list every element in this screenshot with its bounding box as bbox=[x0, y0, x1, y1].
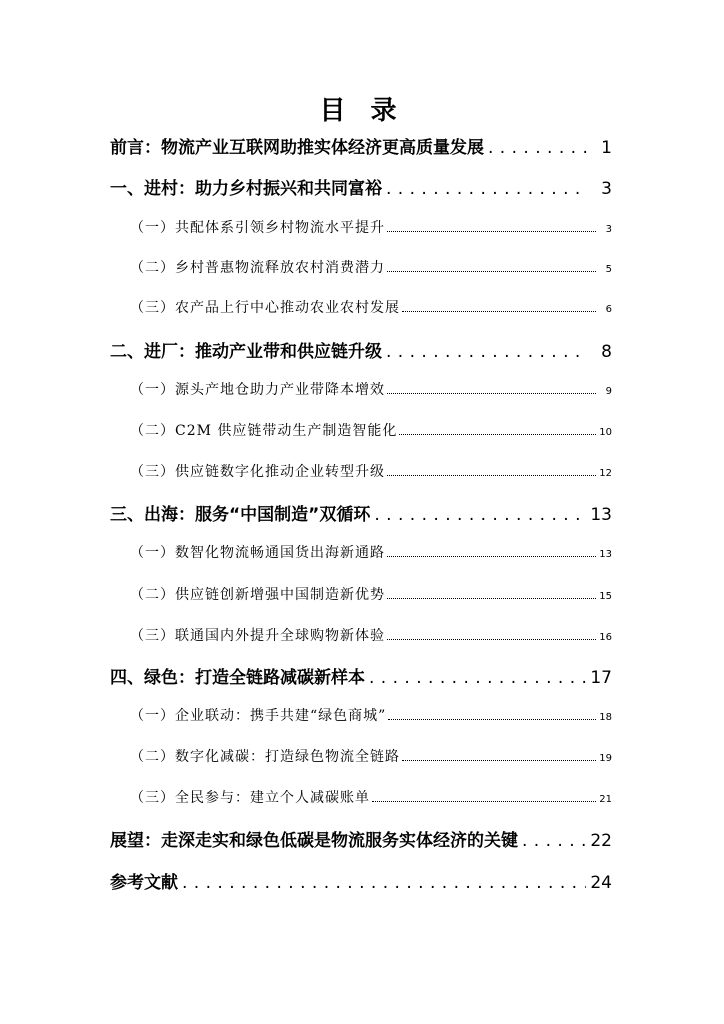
toc-entry-chapter-4[interactable] bbox=[0, 663, 724, 688]
toc-entry-label: 参考文献 bbox=[110, 873, 178, 893]
toc-entry-section[interactable] bbox=[0, 379, 724, 399]
toc-entry-section[interactable] bbox=[0, 257, 724, 277]
toc-page-number: 1 bbox=[601, 138, 612, 158]
toc-page-number: 3 bbox=[605, 224, 612, 235]
toc-leader-dots bbox=[387, 555, 596, 557]
toc-entry-label: 前言：物流产业互联网助推实体经济更高质量发展 bbox=[110, 138, 484, 158]
toc-entry-chapter-1[interactable] bbox=[0, 174, 724, 199]
page-title: 目 录 bbox=[319, 96, 405, 126]
toc-page-number: 22 bbox=[590, 831, 612, 851]
toc-entry-chapter-3[interactable] bbox=[0, 500, 724, 525]
toc-entry-section[interactable] bbox=[0, 217, 724, 237]
toc-leader-dots bbox=[402, 310, 596, 312]
toc-page-number: 3 bbox=[601, 179, 612, 199]
toc-entry-label: 三、出海：服务“中国制造”双循环 bbox=[110, 505, 371, 525]
toc-entry-label: （二）C2M 供应链带动生产制造智能化 bbox=[130, 423, 398, 439]
toc-entry-label: （一）数智化物流畅通国货出海新通路 bbox=[130, 545, 385, 561]
toc-page-number: 24 bbox=[590, 873, 612, 893]
toc-leader-dots bbox=[388, 718, 596, 720]
toc-entry-label: （一）源头产地仓助力产业带降本增效 bbox=[130, 382, 385, 398]
toc-page-number: 15 bbox=[599, 591, 612, 602]
toc-entry-section[interactable] bbox=[0, 461, 724, 481]
toc-page-number: 17 bbox=[590, 668, 612, 688]
toc-leader-dots bbox=[387, 638, 596, 640]
toc-page-number: 18 bbox=[599, 712, 612, 723]
toc-entry-section[interactable] bbox=[0, 584, 724, 604]
toc-entry-label: （三）农产品上行中心推动农业农村发展 bbox=[130, 300, 400, 316]
toc-entry-section[interactable] bbox=[0, 787, 724, 807]
toc-leader-dots bbox=[387, 597, 596, 599]
toc-entry-section[interactable] bbox=[0, 297, 724, 317]
toc-entry-label: （二）乡村普惠物流释放农村消费潜力 bbox=[130, 260, 385, 276]
toc-page-number: 10 bbox=[599, 427, 612, 438]
toc-leader-dots bbox=[402, 759, 596, 761]
toc-entry-chapter-2[interactable] bbox=[0, 337, 724, 362]
toc-leader-dots bbox=[374, 505, 586, 525]
toc-entry-outlook[interactable] bbox=[0, 826, 724, 851]
toc-leader-dots bbox=[399, 433, 596, 435]
toc-page-number: 13 bbox=[590, 505, 612, 525]
toc-entry-label: （三）供应链数字化推动企业转型升级 bbox=[130, 464, 385, 480]
toc-leader-dots bbox=[372, 800, 596, 802]
toc-entry-label: 四、绿色：打造全链路减碳新样本 bbox=[110, 668, 365, 688]
toc-leader-dots bbox=[386, 342, 588, 362]
toc-entry-label: （二）数字化减碳：打造绿色物流全链路 bbox=[130, 749, 400, 765]
toc-leader-dots bbox=[387, 392, 596, 394]
toc-entry-label: （一）企业联动：携手共建“绿色商城” bbox=[130, 708, 387, 724]
toc-leader-dots bbox=[488, 138, 588, 158]
toc-entry-section[interactable] bbox=[0, 420, 724, 440]
toc-leader-dots bbox=[522, 831, 586, 851]
toc-entry-label: （三）全民参与：建立个人减碳账单 bbox=[130, 790, 370, 806]
toc-leader-dots bbox=[369, 668, 586, 688]
toc-leader-dots bbox=[387, 230, 596, 232]
toc-entry-section[interactable] bbox=[0, 746, 724, 766]
toc-page-number: 21 bbox=[599, 794, 612, 805]
toc-entry-label: （三）联通国内外提升全球购物新体验 bbox=[130, 628, 385, 644]
toc-page-number: 12 bbox=[599, 468, 612, 479]
toc-page-number: 9 bbox=[605, 386, 612, 397]
toc-entry-section[interactable] bbox=[0, 542, 724, 562]
toc-entry-label: 一、进村：助力乡村振兴和共同富裕 bbox=[110, 179, 382, 199]
toc-page-number: 6 bbox=[605, 304, 612, 315]
toc-page-number: 5 bbox=[605, 264, 612, 275]
toc-leader-dots bbox=[387, 474, 596, 476]
toc-entry-section[interactable] bbox=[0, 625, 724, 645]
toc-leader-dots bbox=[182, 873, 586, 893]
toc-entry-preface[interactable] bbox=[0, 133, 724, 158]
toc-entry-label: （二）供应链创新增强中国制造新优势 bbox=[130, 587, 385, 603]
toc-entry-references[interactable] bbox=[0, 868, 724, 893]
toc-leader-dots bbox=[387, 270, 596, 272]
toc-page-number: 16 bbox=[599, 632, 612, 643]
toc-page-number: 13 bbox=[599, 549, 612, 560]
toc-page-number: 19 bbox=[599, 753, 612, 764]
toc-leader-dots bbox=[386, 179, 588, 199]
toc-entry-label: 展望：走深走实和绿色低碳是物流服务实体经济的关键 bbox=[110, 831, 518, 851]
toc-entry-label: 二、进厂：推动产业带和供应链升级 bbox=[110, 342, 382, 362]
toc-page-number: 8 bbox=[601, 342, 612, 362]
toc-entry-section[interactable] bbox=[0, 705, 724, 725]
toc-entry-label: （一）共配体系引领乡村物流水平提升 bbox=[130, 220, 385, 236]
